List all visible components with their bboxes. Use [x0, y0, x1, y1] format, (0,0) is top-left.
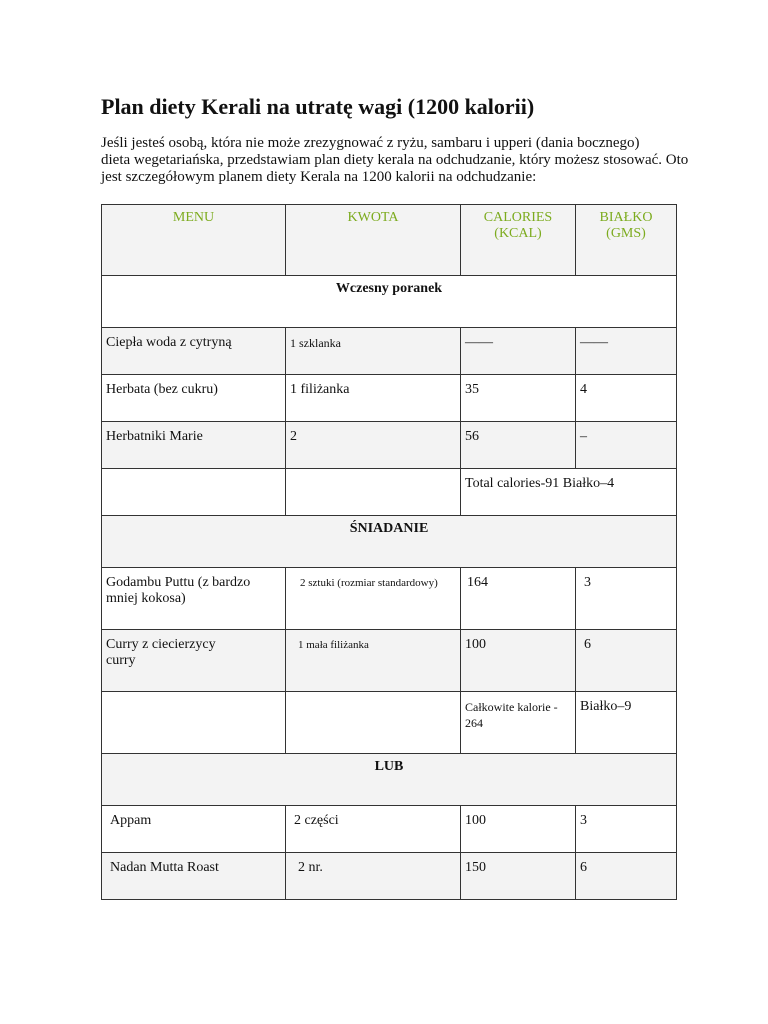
intro-line: dieta wegetariańska, przedstawiam plan diety kerala na odchudzanie, który możesz stosować. Oto — [101, 152, 689, 168]
cell-protein: 3 — [576, 806, 677, 853]
header-calories-line: (KCAL) — [494, 226, 542, 241]
cell-menu: Appam — [102, 806, 286, 853]
cell-empty — [102, 692, 286, 754]
table-header-row — [102, 205, 677, 276]
cell-total-protein: Białko–9 — [576, 692, 677, 754]
cell-calories: 56 — [461, 422, 576, 469]
cell-menu-line: Curry z ciecierzycy — [106, 637, 216, 652]
cell-protein: 3 — [576, 568, 677, 630]
section-row — [102, 754, 677, 806]
cell-calories: 100 — [461, 806, 576, 853]
cell-menu: Herbatniki Marie — [102, 422, 286, 469]
table-row-total — [102, 469, 677, 516]
section-title-breakfast: ŚNIADANIE — [102, 516, 677, 568]
cell-menu-line: curry — [106, 653, 136, 668]
section-row — [102, 516, 677, 568]
cell-menu — [102, 568, 286, 630]
section-row — [102, 276, 677, 328]
cell-protein: – — [576, 422, 677, 469]
cell-total-line: 264 — [465, 716, 483, 730]
cell-protein: 4 — [576, 375, 677, 422]
cell-calories: —— — [461, 328, 576, 375]
cell-amount: 2 sztuki (rozmiar standardowy) — [286, 568, 461, 630]
cell-calories: 100 — [461, 630, 576, 692]
table-row — [102, 568, 677, 630]
cell-amount: 2 nr. — [286, 853, 461, 900]
header-menu: MENU — [102, 205, 286, 276]
intro-line: Jeśli jesteś osobą, która nie może zrezygnować z ryżu, sambaru i upperi (dania bocznego) — [101, 135, 640, 151]
cell-empty — [286, 469, 461, 516]
cell-menu-line: mniej kokosa) — [106, 591, 186, 606]
cell-protein: —— — [576, 328, 677, 375]
intro-paragraph — [101, 135, 741, 186]
cell-empty — [102, 469, 286, 516]
cell-menu-line: Godambu Puttu (z bardzo — [106, 575, 251, 590]
cell-protein: 6 — [576, 630, 677, 692]
cell-amount: 1 mała filiżanka — [286, 630, 461, 692]
table-row — [102, 328, 677, 375]
header-amount: KWOTA — [286, 205, 461, 276]
cell-menu: Herbata (bez cukru) — [102, 375, 286, 422]
cell-calories: 35 — [461, 375, 576, 422]
cell-menu: Ciepła woda z cytryną — [102, 328, 286, 375]
table-row-total — [102, 692, 677, 754]
page-title: Plan diety Kerali na utratę wagi (1200 kalorii) — [101, 94, 535, 119]
cell-amount: 1 filiżanka — [286, 375, 461, 422]
cell-total-line: Całkowite kalorie - — [465, 700, 558, 714]
cell-amount: 1 szklanka — [286, 328, 461, 375]
cell-amount: 2 — [286, 422, 461, 469]
diet-plan-table — [101, 204, 677, 900]
cell-empty — [286, 692, 461, 754]
table-row — [102, 422, 677, 469]
intro-line: jest szczegółowym planem diety Kerala na 1200 kalorii na odchudzanie: — [101, 169, 537, 185]
cell-total-calories — [461, 692, 576, 754]
table-row — [102, 806, 677, 853]
table-row — [102, 853, 677, 900]
cell-amount: 2 części — [286, 806, 461, 853]
cell-menu — [102, 630, 286, 692]
section-title-early-morning: Wczesny poranek — [102, 276, 677, 328]
cell-calories: 164 — [461, 568, 576, 630]
header-calories — [461, 205, 576, 276]
table-row — [102, 630, 677, 692]
header-protein-line: BIAŁKO — [599, 210, 653, 225]
cell-menu: Nadan Mutta Roast — [102, 853, 286, 900]
header-calories-line: CALORIES — [483, 210, 553, 225]
header-protein-line: (GMS) — [606, 226, 646, 241]
section-title-or: LUB — [102, 754, 677, 806]
table-row — [102, 375, 677, 422]
header-protein — [576, 205, 677, 276]
cell-protein: 6 — [576, 853, 677, 900]
cell-total: Total calories-91 Białko–4 — [461, 469, 677, 516]
cell-calories: 150 — [461, 853, 576, 900]
